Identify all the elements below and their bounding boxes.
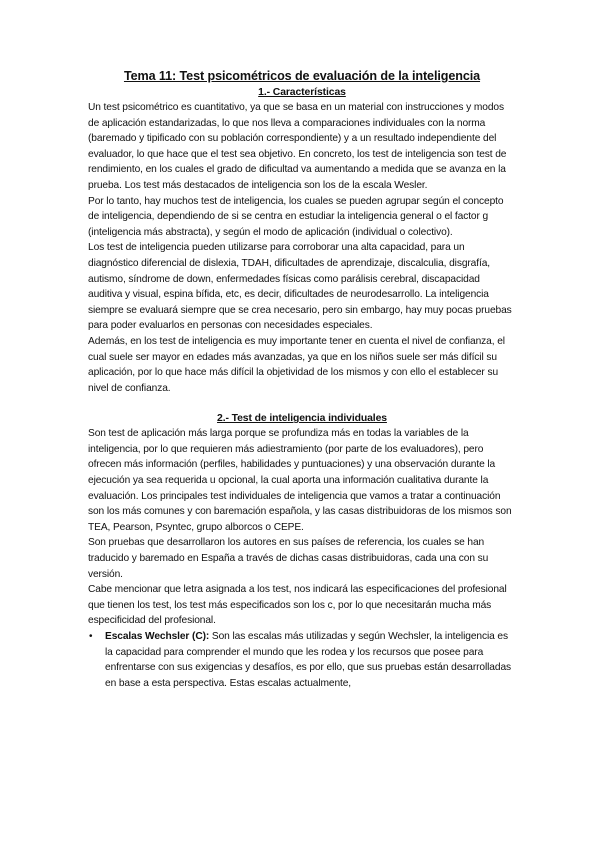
paragraph-test-uses: Los test de inteligencia pueden utilizarse para corroborar una alta capacidad, para un diagnóstico diferencial de dislexia, TDAH, dificultades de aprendizaje, discalculia, disgrafía, autismo, síndrome de down, enfermedades físicas como parálisis cerebral, discapacidad auditiva y visual, espina bífida, etc, es decir, dificultades de neurodesarrollo. La inteligencia siempre se evaluará siempre que se crea necesario, pero sin embargo, hay muy pocas pruebas para poder evaluarlos en personas con necesidades especiales. [88, 242, 512, 332]
section-characteristics [88, 85, 516, 396]
list-item-text: Son las escalas más utilizadas y según Wechsler, la inteligencia es la capacidad para comprender el mundo que les rodea y los recursos que posee para enfrentarse con sus exigencias y desafíos, es por ello, que sus pruebas están desarrolladas en base a esta perspectiva. Estas escalas actualmente, [105, 631, 512, 689]
bullet-list [88, 629, 516, 691]
paragraph-psychometric-test: Un test psicométrico es cuantitativo, ya que se basa en un material con instrucciones y modos de aplicación estandarizadas, lo que nos lleva a comparaciones individuales con la norma (baremado y tipificado con su población correspondiente) y a un resultado independiente del evaluador, lo que hace que el test sea objetivo. En concreto, los test de inteligencia son test de rendimiento, en los cuales el grado de dificultad va aumentando a medida que se avanza en la prueba. Los test más destacados de inteligencia son los de la escala Wesler. [88, 102, 507, 191]
paragraph-confidence-level: Además, en los test de inteligencia es muy importante tener en cuenta el nivel de confianza, el cual suele ser mayor en edades más avanzadas, ya que en los niños suele ser más difícil su aplicación, por lo que hace más difícil la objetividad de los mismos y con ello el establecer su nivel de confianza. [88, 335, 505, 394]
paragraph-test-letters: Cabe mencionar que letra asignada a los test, nos indicará las especificaciones del profesional que tienen los test, los test más especificados son los c, por lo que necesitarán mucha más especificidad del profesional. [88, 584, 507, 627]
section-individual-tests [88, 411, 516, 691]
bullet-icon: • [89, 631, 93, 642]
document-title: Tema 11: Test psicométricos de evaluación de la inteligencia [123, 69, 481, 83]
document-page [88, 68, 516, 691]
list-item-wechsler [88, 629, 516, 691]
section-heading-characteristics: 1.- Características [258, 87, 346, 98]
paragraph-translated-tests: Son pruebas que desarrollaron los autores en sus países de referencia, los cuales se han traducido y baremado en España a través de dichas casas distribuidoras, cada una con su versión. [88, 537, 489, 580]
paragraph-intelligence-groups: Por lo tanto, hay muchos test de inteligencia, los cuales se pueden agrupar según el concepto de inteligencia, dependiendo de si se centra en estudiar la inteligencia general o el factor g (inteligencia más abstracta), y según el modo de aplicación (individual o colectivo). [88, 195, 504, 238]
section-heading-individual-tests: 2.- Test de inteligencia individuales [217, 413, 387, 425]
paragraph-individual-tests-overview: Son test de aplicación más larga porque se profundiza más en todas la variables de la inteligencia, por lo que requieren más adiestramiento (por parte de los evaluadores), pero ofrecen más información (perfiles, habilidades y puntuaciones) y una observación durante la ejecución ya sea requerida u opcional, la cual aporta una información cualitativa durante la evaluación. Los principales test individuales de inteligencia que vamos a tratar a continuación son los más comunes y con baremación española, y las casas distribuidoras de los mismos son TEA, Pearson, Psyntec, grupo alborcos o CEPE. [88, 428, 512, 533]
list-item-term: Escalas Wechsler (C): [105, 631, 210, 642]
